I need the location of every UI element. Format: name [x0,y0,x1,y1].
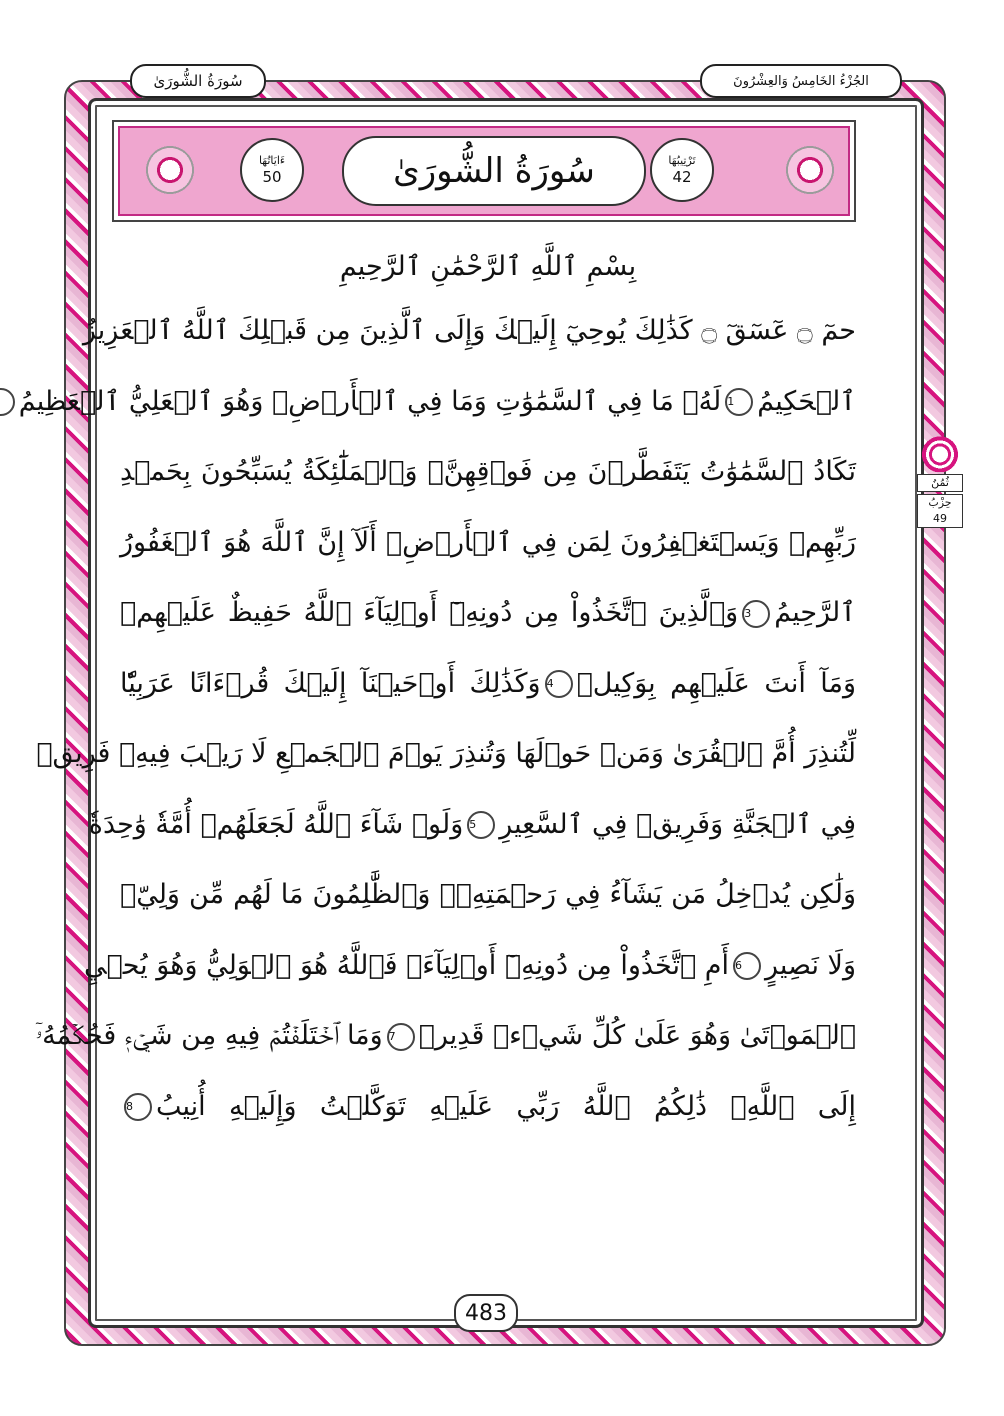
line-text: وَلَا نَصِيرٍ [765,949,856,981]
line-text: لَهُۥ مَا فِي ٱلسَّمَٰوَٰتِ وَمَا فِي ٱلۡأَرۡضِۖ وَهُوَ ٱلۡعَلِيُّ ٱلۡعَظِيمُ [18,385,722,417]
line-text: رَبِّهِمۡ وَيَسۡتَغۡفِرُونَ لِمَن فِي ٱلۡأَرۡضِۗ أَلَآ إِنَّ ٱللَّهَ هُوَ ٱلۡغَفُورُ [120,526,856,558]
juz-header-label: الجُزْءُ الخَامِسُ وَالعِشْرُونَ [700,64,902,98]
text-line-5 [120,578,856,649]
line-text: حمٓ ۝ عٓسٓقٓ ۝ كَذَٰلِكَ يُوحِيٓ إِلَيۡكَ وَإِلَى ٱلَّذِينَ مِن قَبۡلِكَ ٱللَّهُ ٱلۡعَزِيزُ [82,315,856,346]
line-text: وَمَآ أَنتَ عَلَيۡهِم بِوَكِيلٖ [576,667,856,699]
line-text: وَلَوۡ شَآءَ ٱللَّهُ لَجَعَلَهُمۡ أُمَّةٗ وَٰحِدَةٗ [88,808,464,840]
ayah-number-marker: 3 [742,600,770,628]
ayah-number-marker: 4 [545,670,573,698]
line-text: أَمِ ٱتَّخَذُواْ مِن دُونِهِۦٓ أَوۡلِيَآءَۖ فَٱللَّهُ هُوَ ٱلۡوَلِيُّ وَهُوَ يُحۡيِ [84,949,729,981]
ayah-number-marker: 8 [124,1093,152,1121]
page-number: 483 [454,1294,518,1332]
ayah-number-marker [0,388,15,416]
text-line-4 [120,508,856,579]
hizb-box [917,494,963,528]
hizb-number: 49 [933,512,947,525]
surah-order-badge [650,138,714,202]
hizb-fraction: ثُمُنُ [917,474,963,492]
text-line-2 [18,367,856,438]
text-line-1 [82,296,856,367]
quran-text [18,226,856,1142]
text-line-12 [120,1072,856,1143]
ayah-number-marker: 5 [467,811,495,839]
order-number: 42 [672,167,692,186]
ayah-number-marker: 7 [387,1023,415,1051]
text-line-9 [120,860,856,931]
hizb-marker [916,428,964,558]
line-text: فِي ٱلۡجَنَّةِ وَفَرِيقٞ فِي ٱلسَّعِيرِ [499,808,856,840]
line-text: إِلَى ٱللَّهِۚ ذَٰلِكُمُ ٱللَّهُ رَبِّي عَلَيۡهِ تَوَكَّلۡتُ وَإِلَيۡهِ أُنِيبُ [156,1090,856,1122]
ayat-label: ءَايَاتُهَا [258,154,286,168]
ayah-number-marker: 1 [725,388,753,416]
order-label: تَرْتِيبُهَا [668,154,696,168]
surah-header-label: سُورَةُ الشُّورَىٰ [130,64,266,98]
line-text: ٱلۡمَوۡتَىٰ وَهُوَ عَلَىٰ كُلِّ شَيۡءٖ قَدِيرٞ [418,1020,856,1051]
ayat-count-badge [240,138,304,202]
ayah-number-marker: 6 [733,952,761,980]
text-line-11 [35,1001,856,1072]
text-line-10 [84,931,856,1002]
line-text: ٱلۡحَكِيمُ [757,385,856,417]
banner-ornament-right-icon [764,140,856,200]
line-text: وَٱلَّذِينَ ٱتَّخَذُواْ مِن دُونِهِۦٓ أَوۡلِيَآءَ ٱللَّهُ حَفِيظٌ عَلَيۡهِمۡ [120,597,739,628]
line-text: وَمَا ٱخۡتَلَفۡتُمۡ فِيهِ مِن شَيۡءٖ فَحُكۡمُهُۥٓ [35,1020,383,1051]
text-line-7 [36,719,856,790]
text-line-3 [120,437,856,508]
line-text: لِّتُنذِرَ أُمَّ ٱلۡقُرَىٰ وَمَنۡ حَوۡلَهَا وَتُنذِرَ يَوۡمَ ٱلۡجَمۡعِ لَا رَيۡبَ فِيهِۚ فَرِيقٞ [36,738,856,769]
text-line-8 [88,790,856,861]
line-text: تَكَادُ ٱلسَّمَٰوَٰتُ يَتَفَطَّرۡنَ مِن فَوۡقِهِنَّۚ وَٱلۡمَلَٰٓئِكَةُ يُسَبِّحُونَ بِحَمۡدِ [120,456,856,487]
line-text: وَلَٰكِن يُدۡخِلُ مَن يَشَآءُ فِي رَحۡمَتِهِۦۚ وَٱلظَّٰلِمُونَ مَا لَهُم مِّن وَلِيّٖ [120,879,856,910]
line-text: ٱلرَّحِيمُ [774,597,856,628]
hizb-label: حِزْبُ [928,496,952,509]
ayat-number: 50 [262,167,282,186]
line-text: وَكَذَٰلِكَ أَوۡحَيۡنَآ إِلَيۡكَ قُرۡءَانًا عَرَبِيّٗا [120,667,541,699]
text-line-6 [120,649,856,720]
basmala: بِسْمِ ٱللَّهِ ٱلرَّحْمَٰنِ ٱلرَّحِيمِ [339,251,637,282]
surah-title: سُورَةُ الشُّورَىٰ [342,136,646,206]
banner-ornament-left-icon [124,140,216,200]
hizb-ornament-icon [918,428,962,472]
